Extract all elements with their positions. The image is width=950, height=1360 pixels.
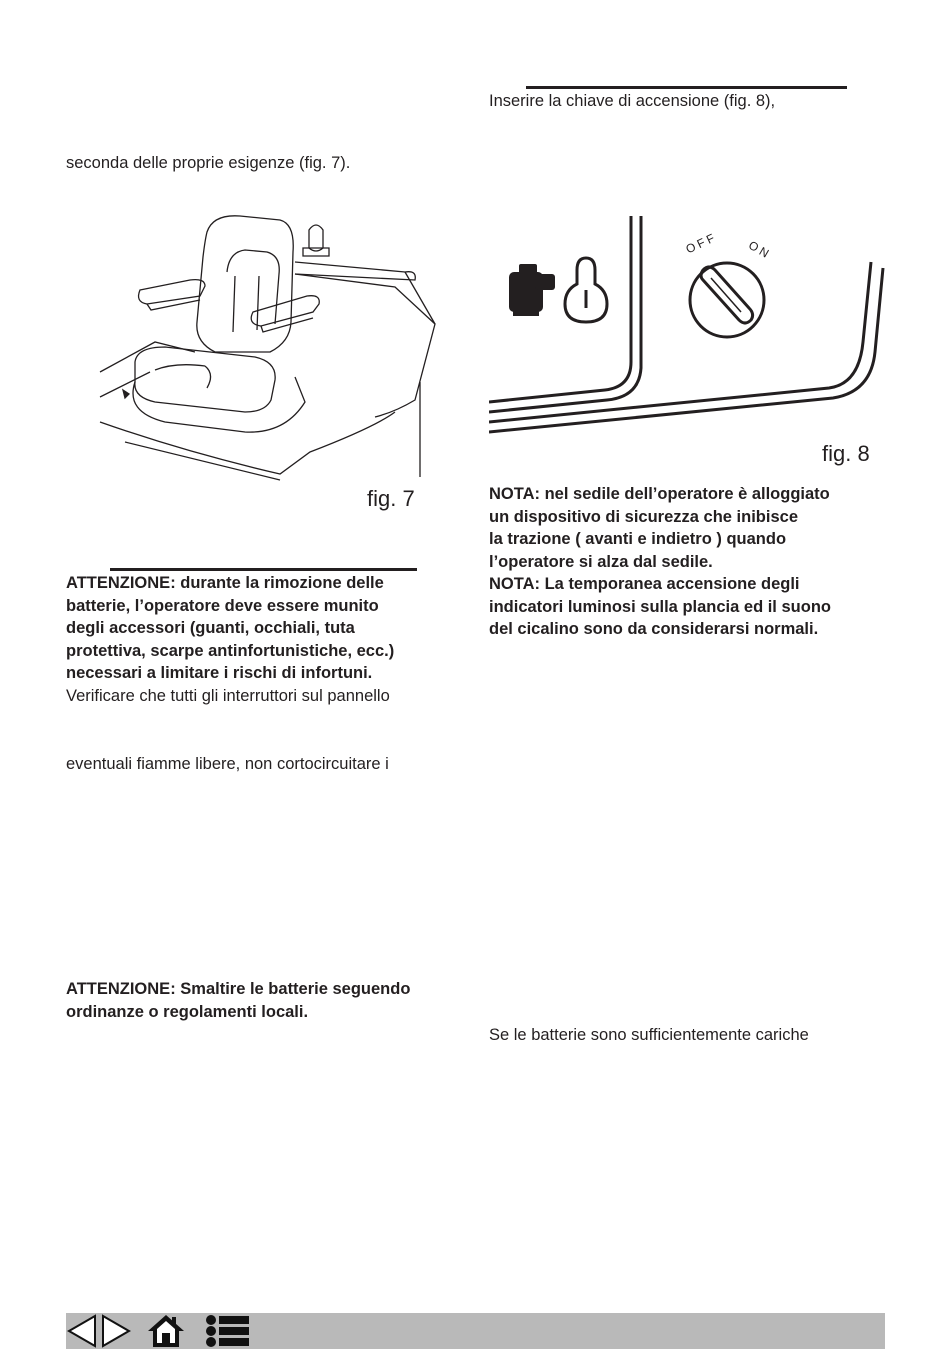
section-rule-right-top [526,86,847,89]
warning-line: ATTENZIONE: Smaltire le batterie seguendo [66,980,411,998]
prev-page-icon[interactable] [66,1313,98,1349]
batteries-charged-text: Se le batterie sono sufficientemente cariche [489,1026,809,1044]
warning-line: protettiva, scarpe antinfortunistiche, ecc.) [66,641,395,660]
note-line: del cicalino sono da considerarsi normali. [489,620,819,638]
navigation-bar [66,1313,885,1349]
check-switches-text: Verificare che tutti gli interruttori sul pannello [66,686,390,705]
warning-line: necessari a limitare i rischi di infortuni. [66,664,373,682]
warning-line: ATTENZIONE: durante la rimozione delle [66,574,384,592]
home-icon[interactable] [146,1313,186,1349]
note-line: NOTA: La temporanea accensione degli [489,575,800,593]
section-rule-left [110,568,417,571]
seat-switch-icon [509,264,555,316]
warning-line: batterie, l’operatore deve essere munito [66,596,379,615]
insert-key-text: Inserire la chiave di accensione (fig. 8), [489,92,776,110]
fig7-label: fig. 7 [367,486,415,511]
seat-illustration [95,212,440,482]
warning-line: degli accessori (guanti, occhiali, tuta [66,619,355,637]
operator-seat-notes [489,483,831,641]
contents-list-icon[interactable] [203,1313,251,1349]
battery-removal-warning [66,572,394,707]
flames-text: eventuali fiamme libere, non cortocircuitare i [66,755,389,773]
fig8-label: fig. 8 [822,441,870,466]
note-line: la trazione ( avanti e indietro ) quando [489,530,787,548]
warning-line: ordinanze o regolamenti locali. [66,1002,309,1021]
battery-disposal-warning [66,978,410,1023]
note-line: indicatori luminosi sulla plancia ed il suono [489,597,831,616]
switch-on-label: ON [746,237,774,263]
note-line: l’operatore si alza dal sedile. [489,552,713,571]
note-line: un dispositivo di sicurezza che inibisce [489,507,798,526]
note-line: NOTA: nel sedile dell’operatore è alloggiato [489,485,830,503]
seat-adjust-text: seconda delle proprie esigenze (fig. 7). [66,154,351,172]
next-page-icon[interactable] [100,1313,132,1349]
switch-off-label: OFF [683,229,720,257]
